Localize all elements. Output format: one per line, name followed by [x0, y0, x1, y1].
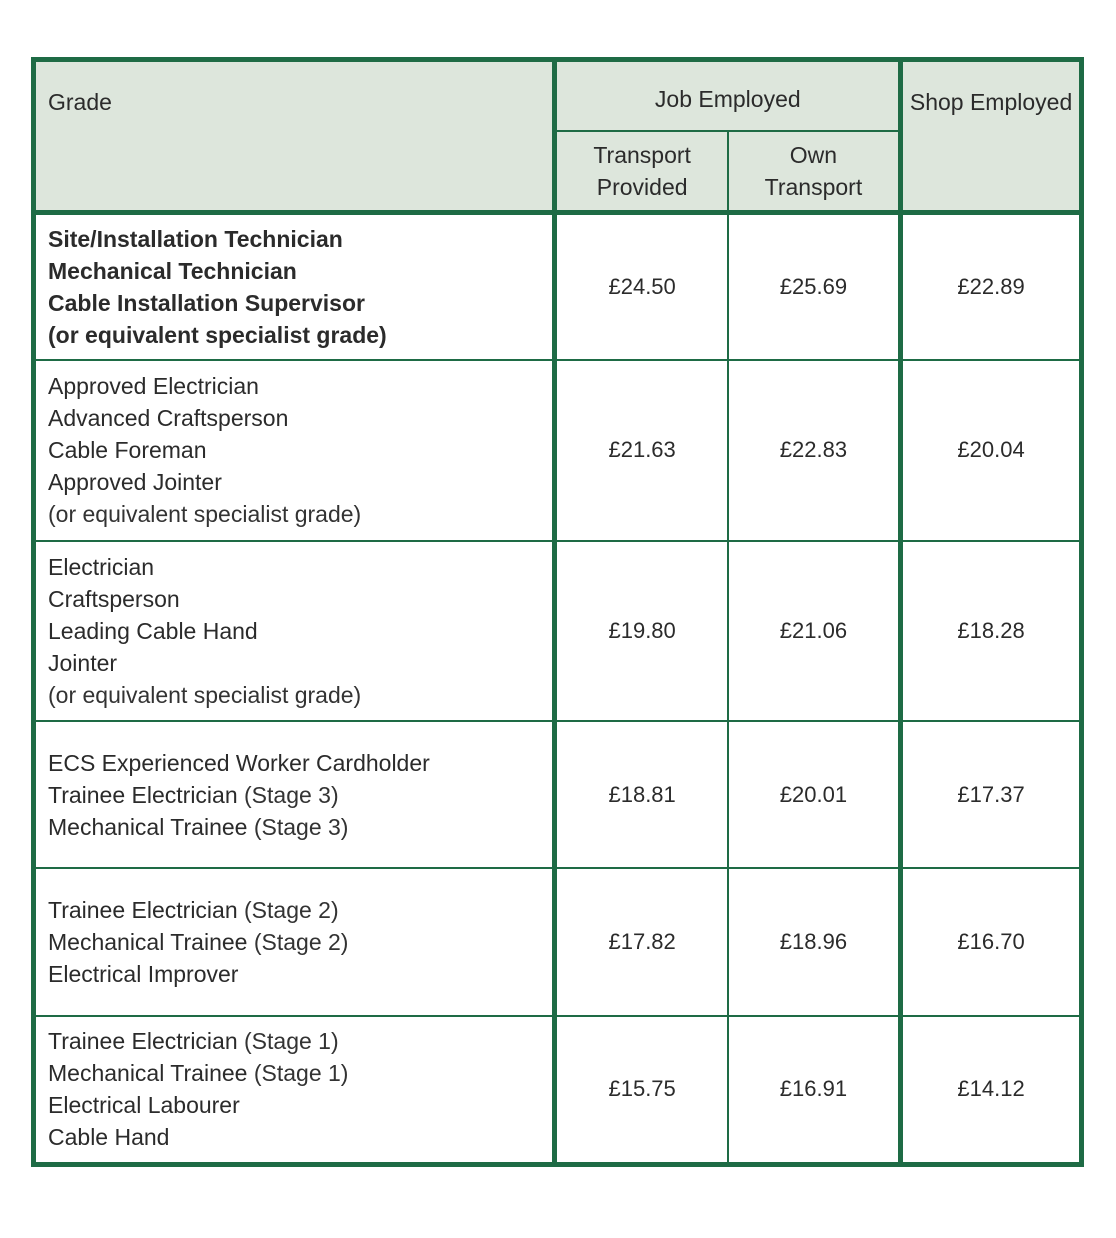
grade-title: Craftsperson	[48, 585, 180, 612]
grade-stage: (Stage 2)	[237, 896, 339, 923]
grade-title-text: Trainee Electrician	[48, 896, 238, 923]
pay-rates-table	[31, 57, 1084, 1167]
shop-employed-rate: £16.70	[901, 868, 1082, 1015]
shop-employed-header: Shop Employed	[901, 60, 1082, 213]
transport-provided-header-line2: Provided	[596, 174, 688, 200]
own-transport-rate: £25.69	[728, 213, 901, 361]
table-body	[34, 213, 1082, 1165]
shop-employed-rate: £22.89	[901, 213, 1082, 361]
grade-title	[48, 1025, 552, 1057]
transport-provided-rate: £21.63	[555, 360, 728, 540]
own-transport-rate: £18.96	[728, 868, 901, 1015]
grade-title-text: Mechanical Trainee	[48, 1060, 248, 1087]
grade-title: Approved Jointer	[48, 469, 222, 496]
grade-cell	[34, 541, 555, 721]
grade-title: Cable Installation Supervisor	[48, 290, 365, 317]
grade-title	[48, 926, 552, 958]
table-row	[34, 541, 1082, 721]
grade-note: (or equivalent specialist grade)	[48, 322, 387, 349]
grade-stage: (Stage 3)	[247, 813, 349, 840]
grade-title: Electrical Labourer	[48, 1092, 240, 1119]
transport-provided-header	[555, 131, 728, 213]
grade-title	[48, 1057, 552, 1089]
table-row	[34, 868, 1082, 1015]
table-row	[34, 360, 1082, 540]
table-row	[34, 721, 1082, 868]
shop-employed-rate: £18.28	[901, 541, 1082, 721]
grade-stage: (Stage 2)	[247, 928, 349, 955]
grade-column-header: Grade	[34, 60, 555, 213]
grade-title-text: Trainee Electrician	[48, 781, 238, 808]
shop-employed-rate: £17.37	[901, 721, 1082, 868]
table-header	[34, 60, 1082, 213]
transport-provided-rate: £19.80	[555, 541, 728, 721]
grade-title-text: Trainee Electrician	[48, 1028, 238, 1055]
own-transport-rate: £16.91	[728, 1016, 901, 1165]
grade-title: ECS Experienced Worker Cardholder	[48, 749, 430, 776]
grade-title: Advanced Craftsperson	[48, 405, 289, 432]
shop-employed-rate: £14.12	[901, 1016, 1082, 1165]
grade-title: Mechanical Technician	[48, 258, 297, 285]
own-transport-header-line1: Own	[789, 142, 838, 168]
table-row	[34, 213, 1082, 361]
grade-cell	[34, 721, 555, 868]
grade-title: Electrical Improver	[48, 960, 239, 987]
job-employed-header: Job Employed	[555, 60, 901, 132]
grade-cell	[34, 1016, 555, 1165]
grade-title: Site/Installation Technician	[48, 226, 343, 253]
transport-provided-rate: £17.82	[555, 868, 728, 1015]
own-transport-header	[728, 131, 901, 213]
own-transport-rate: £20.01	[728, 721, 901, 868]
grade-note: (or equivalent specialist grade)	[48, 681, 362, 708]
grade-title: Jointer	[48, 649, 118, 676]
grade-title-text: Mechanical Trainee	[48, 928, 248, 955]
grade-stage: (Stage 1)	[247, 1060, 349, 1087]
grade-title: Electrician	[48, 553, 155, 580]
grade-cell	[34, 213, 555, 361]
grade-title-text: Mechanical Trainee	[48, 813, 248, 840]
own-transport-rate: £22.83	[728, 360, 901, 540]
grade-title	[48, 894, 552, 926]
transport-provided-rate: £24.50	[555, 213, 728, 361]
grade-title: Leading Cable Hand	[48, 617, 258, 644]
transport-provided-header-line1: Transport	[593, 142, 691, 168]
own-transport-rate: £21.06	[728, 541, 901, 721]
grade-cell	[34, 868, 555, 1015]
table-row	[34, 1016, 1082, 1165]
grade-title	[48, 811, 552, 843]
grade-title: Cable Hand	[48, 1124, 170, 1151]
grade-title: Approved Electrician	[48, 373, 259, 400]
shop-employed-rate: £20.04	[901, 360, 1082, 540]
grade-stage: (Stage 1)	[237, 1028, 339, 1055]
grade-note: (or equivalent specialist grade)	[48, 501, 362, 528]
grade-cell	[34, 360, 555, 540]
grade-title	[48, 779, 552, 811]
own-transport-header-line2: Transport	[764, 174, 863, 200]
grade-title: Cable Foreman	[48, 437, 207, 464]
transport-provided-rate: £15.75	[555, 1016, 728, 1165]
transport-provided-rate: £18.81	[555, 721, 728, 868]
grade-stage: (Stage 3)	[237, 781, 339, 808]
